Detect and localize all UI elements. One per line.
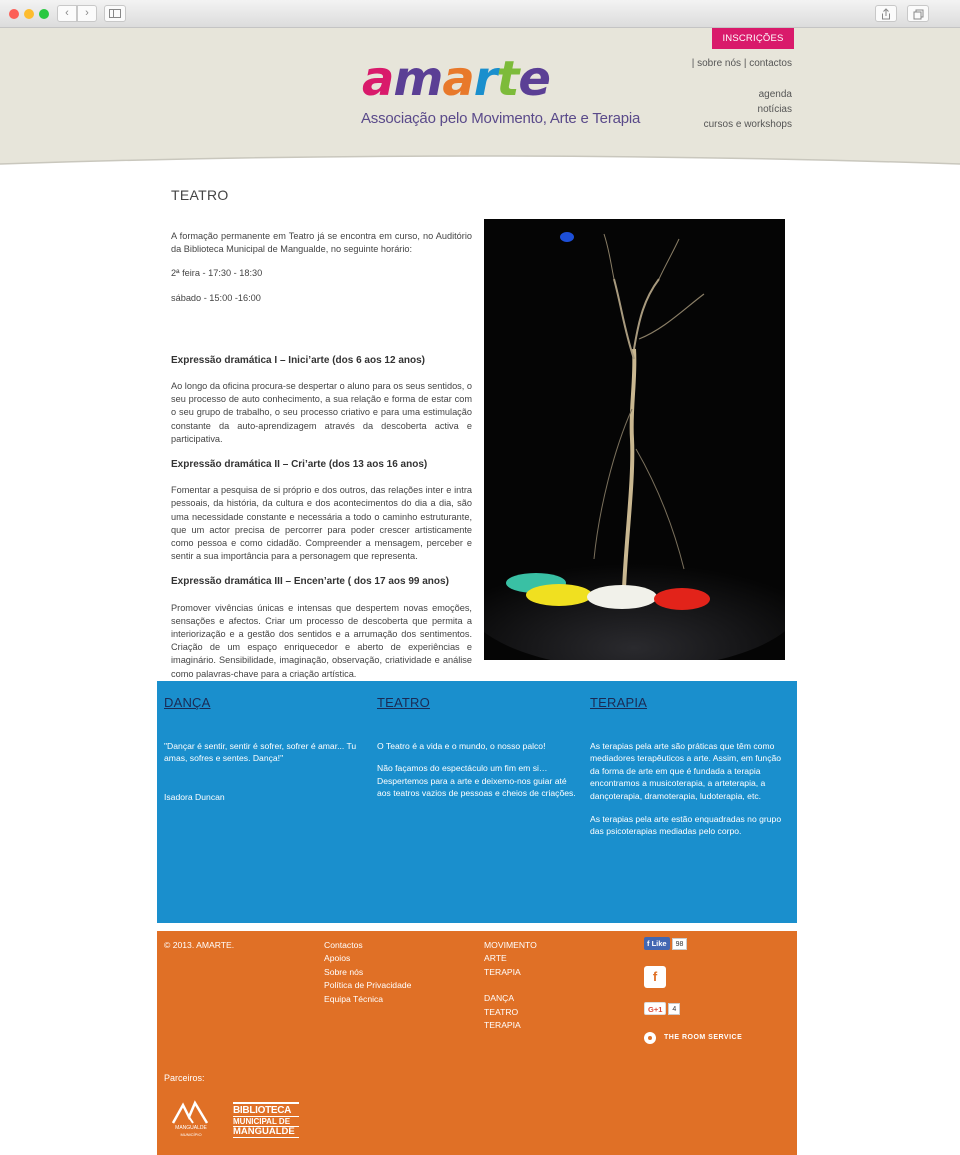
room-service-icon xyxy=(644,1032,656,1044)
gplus-widget xyxy=(644,1002,742,1015)
teatro-text-1: O Teatro é a vida e o mundo, o nosso palco! xyxy=(377,740,546,751)
teatro-column xyxy=(377,697,577,810)
room-service-credit[interactable] xyxy=(644,1031,742,1044)
nav-cursos-workshops[interactable]: cursos e workshops xyxy=(703,119,792,130)
partner-2-line-1: BIBLIOTECA xyxy=(233,1102,299,1116)
back-button[interactable] xyxy=(57,5,77,22)
page-title: TEATRO xyxy=(171,187,229,203)
footer-cat-terapia-2[interactable]: TERAPIA xyxy=(484,1020,521,1031)
stage-tree-image xyxy=(484,219,785,660)
disciplines-band xyxy=(157,681,797,923)
section-heading: Expressão dramática I – Inici’arte (dos 6 aos 12 anos) xyxy=(171,354,425,366)
inscricoes-button[interactable]: INSCRIÇÕES xyxy=(712,28,794,49)
schedule-monday: 2ª feira - 17:30 - 18:30 xyxy=(171,268,263,279)
section-text: Fomentar a pesquisa de si próprio e dos outros, das relações inter e intra pessoais, da história, da cultura e dos acontecimentos do dia a dia, são uma necessidade constante e necessária a todo o caminho estruturante, que um actor precisa de percorrer para poder crescer artisticamente como pessoa e como cidadão. Compreender a mensagem, perceber e sentir a sua importância para a personagem que representa. xyxy=(171,485,472,562)
zoom-window-icon[interactable] xyxy=(39,9,49,19)
forward-button[interactable] xyxy=(77,5,97,22)
nav-noticias[interactable]: notícias xyxy=(757,104,792,115)
terapia-column xyxy=(590,697,790,848)
logo-letter: e xyxy=(518,51,550,107)
gplus-count: 4 xyxy=(668,1003,680,1015)
header-wave xyxy=(0,150,960,172)
share-icon xyxy=(881,8,891,20)
sidebar-toggle-button[interactable] xyxy=(104,5,126,22)
minimize-window-icon[interactable] xyxy=(24,9,34,19)
like-count: 98 xyxy=(672,938,688,950)
footer-link-equipa[interactable]: Equipa Técnica xyxy=(324,993,384,1004)
footer-cat-arte[interactable]: ARTE xyxy=(484,953,507,964)
logo-letter: a xyxy=(362,51,394,107)
theatre-photo xyxy=(484,219,785,660)
partner-1-name: MANGUALDE xyxy=(175,1125,207,1131)
section-heading: Expressão dramática II – Cri’arte (dos 13 aos 16 anos) xyxy=(171,459,428,471)
footer-link-privacidade[interactable]: Política de Privacidade xyxy=(324,980,412,991)
footer-categories xyxy=(484,939,537,1032)
copyright: © 2013. AMARTE. xyxy=(164,940,235,950)
mangualde-municipio-logo[interactable] xyxy=(167,1097,215,1141)
chevron-left-icon: ‹ xyxy=(65,7,69,19)
logo-letter: t xyxy=(496,51,519,107)
intro-text: A formação permanente em Teatro já se encontra em curso, no Auditório da Biblioteca Municipal de Mangualde, no seguinte horário: xyxy=(171,231,472,255)
browser-toolbar xyxy=(0,0,960,28)
social-widgets xyxy=(644,937,742,1044)
footer-link-sobre-nos[interactable]: Sobre nós xyxy=(324,966,364,977)
nav-agenda[interactable]: agenda xyxy=(758,89,792,100)
biblioteca-logo[interactable] xyxy=(233,1102,299,1142)
logo[interactable] xyxy=(362,51,590,107)
terapia-title-link[interactable]: TERAPIA xyxy=(590,695,648,710)
terapia-text-1: As terapias pela arte são práticas que têm como mediadores terapêuticos a arte. Assim, em função da forma de arte em que é fundada a terapia encontramos a musicoterapia, a arteterapia, a dançoterapia, dramoterapia, ludoterapia, etc. xyxy=(590,740,782,801)
partner-2-line-2: MUNICIPAL DE xyxy=(233,1116,299,1126)
main-nav xyxy=(704,87,792,132)
footer-cat-teatro[interactable]: TEATRO xyxy=(484,1006,519,1017)
section-text: Ao longo da oficina procura-se despertar o aluno para os seus sentidos, o seu processo de auto conhecimento, a sua relação e forma de estar com o seu grupo de trabalho, o seu processo criativo e para uma estimulação constante da auto-aprendizagem através da descoberta activa e participativa. xyxy=(171,381,472,444)
teatro-title-link[interactable]: TEATRO xyxy=(377,695,430,710)
facebook-icon: f xyxy=(652,969,658,984)
facebook-like-widget xyxy=(644,937,742,950)
partner-1-sub: MUNICÍPIO xyxy=(180,1132,202,1137)
danca-title-link[interactable]: DANÇA xyxy=(164,695,211,710)
footer-cat-danca[interactable]: DANÇA xyxy=(484,993,515,1004)
facebook-page-button[interactable] xyxy=(644,966,666,988)
tab-overview-button[interactable] xyxy=(907,5,929,22)
chevron-right-icon: › xyxy=(85,7,89,19)
footer-links xyxy=(324,939,411,1006)
footer-cat-movimento[interactable]: MOVIMENTO xyxy=(484,940,537,950)
gplus-button[interactable]: G+1 xyxy=(644,1002,666,1015)
top-links xyxy=(692,58,792,69)
logo-letter: r xyxy=(473,51,497,107)
schedule-saturday: sábado - 15:00 -16:00 xyxy=(171,292,261,303)
terapia-text-2: As terapias pela arte estão enquadradas no grupo das psicoterapias mediadas pelo corpo. xyxy=(590,813,782,837)
article-body xyxy=(171,230,472,692)
logo-letter: m xyxy=(393,51,443,107)
facebook-like-button[interactable]: f Like xyxy=(644,937,670,950)
site-footer xyxy=(157,931,797,1155)
contactos-link[interactable]: | contactos xyxy=(743,58,792,69)
footer-link-apoios[interactable]: Apoios xyxy=(324,953,351,964)
room-service-label: THE ROOM SERVICE xyxy=(664,1034,743,1041)
danca-column xyxy=(164,697,364,813)
sidebar-icon xyxy=(109,9,121,18)
sobre-nos-link[interactable]: | sobre nós xyxy=(691,58,742,69)
close-window-icon[interactable] xyxy=(9,9,19,19)
tabs-icon xyxy=(913,9,924,20)
partner-2-line-3: MANGUALDE xyxy=(233,1126,299,1138)
danca-author: Isadora Duncan xyxy=(164,791,225,802)
danca-quote: "Dançar é sentir, sentir é sofrer, sofrer é amar... Tu amas, sofres e sentes. Dança!" xyxy=(164,740,357,764)
footer-link-contactos[interactable]: Contactos xyxy=(324,940,363,950)
footer-cat-terapia[interactable]: TERAPIA xyxy=(484,966,521,977)
section-heading: Expressão dramática III – Encen’arte ( dos 17 aos 99 anos) xyxy=(171,576,449,588)
section-text: Promover vivências únicas e intensas que despertem novas emoções, sensações e afectos. Criar um processo de descoberta que permita a interiorização e a gestão dos sentidos e a arrumação dos sentimentos. Criação de um espaço enriquecedor e aberto de experiências e imaginário. Sensibilidade, imaginação, observação, criatividade e análise como palavras-chave para a criação artística. xyxy=(171,602,472,679)
partners-label: Parceiros: xyxy=(164,1073,205,1083)
facebook-icon: f xyxy=(647,939,652,948)
logo-subtitle: Associação pelo Movimento, Arte e Terapia xyxy=(361,110,641,127)
logo-letter: a xyxy=(442,51,474,107)
share-button[interactable] xyxy=(875,5,897,22)
teatro-text-2: Não façamos do espectáculo um fim em si…Despertemos para a arte e deixemo-nos guiar até aos teatros vazios de pessoas e cheios de criações. xyxy=(377,763,576,799)
